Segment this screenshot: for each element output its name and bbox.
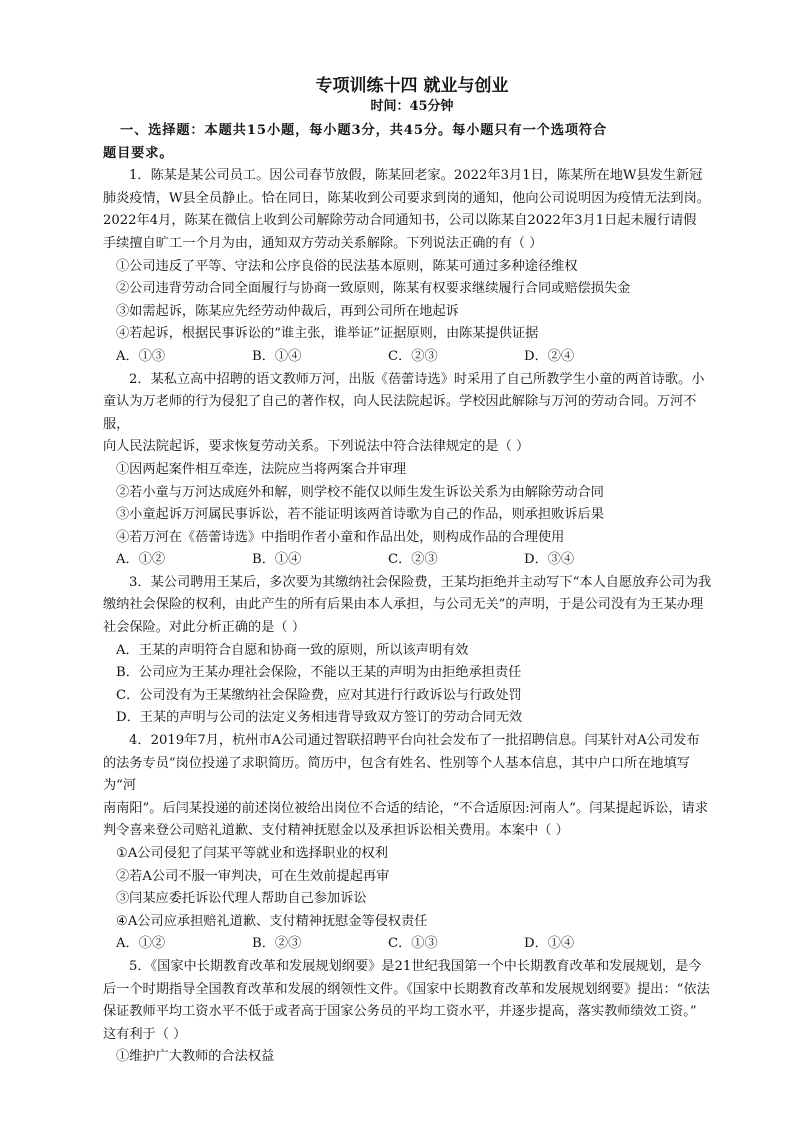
question-line: 2．某私立高中招聘的语文教师万河，出版《蓓蕾诗选》时采用了自己所教学生小童的两首诗歌。小: [129, 371, 705, 387]
statement-option: ④若起诉，根据民事诉讼的“谁主张，谁举证”证据原则，由陈某提供证据: [116, 326, 539, 342]
question-line: 向人民法院起诉，要求恢复劳动关系。下列说法中符合法律规定的是（ ）: [103, 439, 530, 455]
question-line: 5．《国家中长期教育改革和发展规划纲要》是21世纪我国第一个中长期教育改革和发展规划，是今: [129, 958, 702, 974]
statement-option: ③闫某应委托诉讼代理人帮助自己参加诉讼: [116, 891, 367, 907]
choice-a[interactable]: A．王某的声明符合自愿和协商一致的原则，所以该声明有效: [116, 642, 469, 658]
answer-choices: [103, 346, 721, 369]
choice-a[interactable]: A．①③: [116, 348, 166, 364]
choice-c[interactable]: C．①③: [388, 936, 438, 952]
exam-page: [103, 74, 721, 1069]
choice-a[interactable]: A．①②: [116, 552, 166, 568]
statement-option: ②若A公司不服一审判决，可在生效前提起再审: [116, 868, 390, 884]
question-2: [103, 369, 721, 572]
question-1: [103, 165, 721, 368]
choice-d[interactable]: D．王某的声明与公司的法定义务相违背导致双方签订的劳动合同无效: [116, 710, 523, 726]
choice-b[interactable]: B．①④: [252, 552, 302, 568]
question-line: 社会保险。对此分析正确的是（ ）: [103, 620, 306, 636]
question-line: 判令喜来登公司赔礼道歉、支付精神抚慰金以及承担诉讼相关费用。本案中（ ）: [103, 823, 569, 839]
statement-option: ②若小童与万河达成庭外和解，则学校不能仅以师生发生诉讼关系为由解除劳动合同: [116, 484, 604, 500]
question-line: 童认为万老师的行为侵犯了自己的著作权，向人民法院起诉。学校因此解除与万河的劳动合同。万河不服，: [103, 394, 697, 432]
question-line: 3．某公司聘用王某后，多次要为其缴纳社会保险费，王某均拒绝并主动写下“本人自愿放弃公司为我: [129, 574, 712, 590]
statement-option: ②公司违背劳动合同全面履行与协商一致原则，陈某有权要求继续履行合同或赔偿损失金: [116, 281, 631, 297]
answer-choices: [103, 933, 721, 956]
choice-c[interactable]: C．②③: [388, 348, 438, 364]
question-line: 这有利于（ ）: [103, 1026, 187, 1042]
section-heading-line: 一、选择题：本题共15小题，每小题3分，共45分。每小题只有一个选项符合: [120, 123, 608, 138]
choice-d[interactable]: D．③④: [524, 552, 575, 568]
statement-option: ④A公司应承担赔礼道歉、支付精神抚慰金等侵权责任: [116, 913, 428, 929]
choice-d[interactable]: D．①④: [524, 936, 575, 952]
page-title: 专项训练十四 就业与创业: [315, 76, 509, 96]
section-heading-line: 题目要求。: [103, 145, 174, 161]
question-line: 南南阳”。后闫某投递的前述岗位被给出岗位不合适的结论，“不合适原因:河南人”。闫某提起诉讼，请求: [103, 800, 708, 816]
statement-option: ①因两起案件相互牵连，法院应当将两案合并审理: [116, 461, 407, 477]
question-line: 保证教师平均工资水平不低于或者高于国家公务员的平均工资水平，并逐步提高，落实教师绩效工资。”: [103, 1004, 697, 1020]
choice-a[interactable]: A．①②: [116, 936, 166, 952]
choice-b[interactable]: B．①④: [252, 348, 302, 364]
question-3: [103, 572, 721, 730]
question-line: 1．陈某是某公司员工。因公司春节放假，陈某回老家。2022年3月1日，陈某所在地W县发生新冠: [129, 168, 703, 184]
statement-option: ①维护广大教师的合法权益: [116, 1049, 275, 1065]
statement-option: ③小童起诉万河属民事诉讼，若不能证明该两首诗歌为自己的作品，则承担败诉后果: [116, 507, 604, 523]
question-line: 2022年4月，陈某在微信上收到公司解除劳动合同通知书，公司以陈某自2022年3月1日起未履行请假: [103, 213, 697, 229]
statement-option: ①A公司侵犯了闫某平等就业和选择职业的权利: [116, 846, 388, 861]
statement-option: ①公司违反了平等、守法和公序良俗的民法基本原则，陈某可通过多种途径维权: [116, 258, 578, 274]
question-line: 手续擅自旷工一个月为由，通知双方劳动关系解除。下列说法正确的有（ ）: [103, 235, 543, 251]
choice-c[interactable]: C．公司没有为王某缴纳社会保险费，应对其进行行政诉讼与行政处罚: [116, 687, 522, 703]
question-line: 缴纳社会保险的权利，由此产生的所有后果由本人承担，与公司无关”的声明，于是公司没有为王某办理: [103, 597, 704, 613]
question-line: 肺炎疫情，W县全员静止。恰在同日，陈某收到公司要求到岗的通知，他向公司说明因为疫情无法到岗。: [103, 190, 710, 206]
answer-choices: [103, 549, 721, 572]
choice-b[interactable]: B．公司应为王某办理社会保险，不能以王某的声明为由拒绝承担责任: [116, 665, 522, 681]
question-5: [103, 956, 721, 1069]
statement-option: ③如需起诉，陈某应先经劳动仲裁后，再到公司所在地起诉: [116, 303, 459, 319]
choice-d[interactable]: D．②④: [524, 348, 575, 364]
time-limit: 时间：45分钟: [370, 99, 454, 114]
question-line: 的法务专员”岗位投递了求职简历。简历中，包含有姓名、性别等个人基本信息，其中户口所在地填写为“河: [103, 755, 690, 794]
statement-option: ④若万河在《蓓蕾诗选》中指明作者小童和作品出处，则构成作品的合理使用: [116, 529, 565, 545]
section-heading: [103, 120, 721, 165]
choice-b[interactable]: B．②③: [252, 936, 302, 952]
question-4: [103, 730, 721, 956]
question-line: 4．2019年7月，杭州市A公司通过智联招聘平台向社会发布了一批招聘信息。闫某针对A公司发布: [129, 733, 700, 749]
choice-c[interactable]: C．②③: [388, 552, 438, 568]
question-line: 后一个时期指导全国教育改革和发展的纲领性文件。《国家中长期教育改革和发展规划纲要》提出：“依法: [103, 981, 710, 997]
